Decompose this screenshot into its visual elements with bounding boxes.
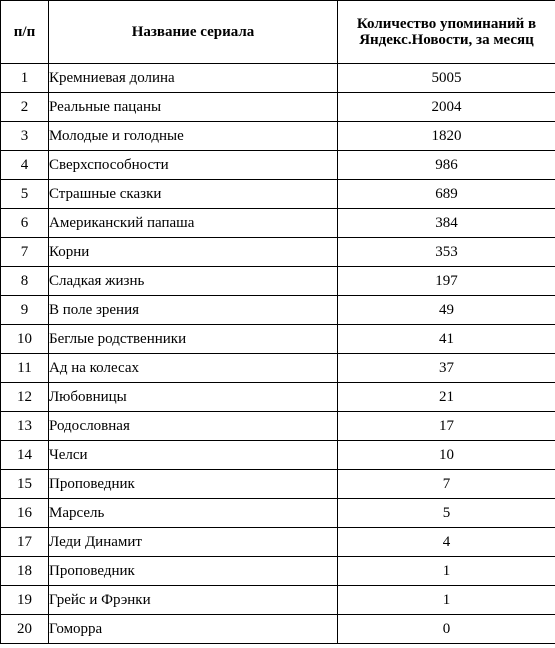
mentions-count: 986	[338, 151, 555, 180]
table-body	[1, 64, 555, 644]
table-row	[1, 325, 555, 354]
table-row	[1, 383, 555, 412]
header-mentions-count: Количество упоминаний в Яндекс.Новости, за месяц	[338, 1, 555, 64]
table-row	[1, 93, 555, 122]
table-row	[1, 64, 555, 93]
row-number: 14	[1, 441, 49, 470]
row-number: 4	[1, 151, 49, 180]
series-name: Грейс и Фрэнки	[49, 586, 338, 615]
mentions-count: 17	[338, 412, 555, 441]
mentions-count: 21	[338, 383, 555, 412]
table-row	[1, 122, 555, 151]
series-name: Американский папаша	[49, 209, 338, 238]
row-number: 5	[1, 180, 49, 209]
mentions-count: 0	[338, 615, 555, 644]
mentions-count: 10	[338, 441, 555, 470]
table-row	[1, 296, 555, 325]
table-row	[1, 441, 555, 470]
table-row	[1, 615, 555, 644]
row-number: 16	[1, 499, 49, 528]
row-number: 12	[1, 383, 49, 412]
mentions-count: 49	[338, 296, 555, 325]
mentions-count: 197	[338, 267, 555, 296]
mentions-count: 2004	[338, 93, 555, 122]
row-number: 20	[1, 615, 49, 644]
mentions-count: 384	[338, 209, 555, 238]
row-number: 3	[1, 122, 49, 151]
mentions-count: 1	[338, 557, 555, 586]
mentions-count: 5	[338, 499, 555, 528]
series-name: Любовницы	[49, 383, 338, 412]
table-row	[1, 238, 555, 267]
series-name: Ад на колесах	[49, 354, 338, 383]
series-name: Челси	[49, 441, 338, 470]
series-name: Корни	[49, 238, 338, 267]
table-header	[1, 1, 555, 64]
table-row	[1, 412, 555, 441]
row-number: 10	[1, 325, 49, 354]
table-row	[1, 470, 555, 499]
mentions-count: 689	[338, 180, 555, 209]
row-number: 8	[1, 267, 49, 296]
series-name: Родословная	[49, 412, 338, 441]
row-number: 15	[1, 470, 49, 499]
header-row	[1, 1, 555, 64]
series-name: Сладкая жизнь	[49, 267, 338, 296]
mentions-count: 37	[338, 354, 555, 383]
table-row	[1, 180, 555, 209]
row-number: 19	[1, 586, 49, 615]
series-name: Проповедник	[49, 557, 338, 586]
mentions-count: 4	[338, 528, 555, 557]
table-row	[1, 557, 555, 586]
series-name: Леди Динамит	[49, 528, 338, 557]
table-row	[1, 267, 555, 296]
series-name: Беглые родственники	[49, 325, 338, 354]
row-number: 13	[1, 412, 49, 441]
row-number: 2	[1, 93, 49, 122]
table-row	[1, 528, 555, 557]
mentions-count: 7	[338, 470, 555, 499]
series-name: Кремниевая долина	[49, 64, 338, 93]
table-row	[1, 209, 555, 238]
table-row	[1, 354, 555, 383]
row-number: 18	[1, 557, 49, 586]
table-row	[1, 586, 555, 615]
series-name: Гоморра	[49, 615, 338, 644]
row-number: 7	[1, 238, 49, 267]
row-number: 17	[1, 528, 49, 557]
mentions-count: 5005	[338, 64, 555, 93]
series-name: Страшные сказки	[49, 180, 338, 209]
table-row	[1, 499, 555, 528]
header-number: п/п	[1, 1, 49, 64]
row-number: 9	[1, 296, 49, 325]
series-name: Молодые и голодные	[49, 122, 338, 151]
series-name: В поле зрения	[49, 296, 338, 325]
mentions-count: 41	[338, 325, 555, 354]
row-number: 1	[1, 64, 49, 93]
mentions-count: 1820	[338, 122, 555, 151]
mentions-count: 353	[338, 238, 555, 267]
series-name: Проповедник	[49, 470, 338, 499]
mentions-count: 1	[338, 586, 555, 615]
series-name: Сверхспособности	[49, 151, 338, 180]
series-name: Реальные пацаны	[49, 93, 338, 122]
header-series-name: Название сериала	[49, 1, 338, 64]
row-number: 6	[1, 209, 49, 238]
series-name: Марсель	[49, 499, 338, 528]
table-row	[1, 151, 555, 180]
row-number: 11	[1, 354, 49, 383]
